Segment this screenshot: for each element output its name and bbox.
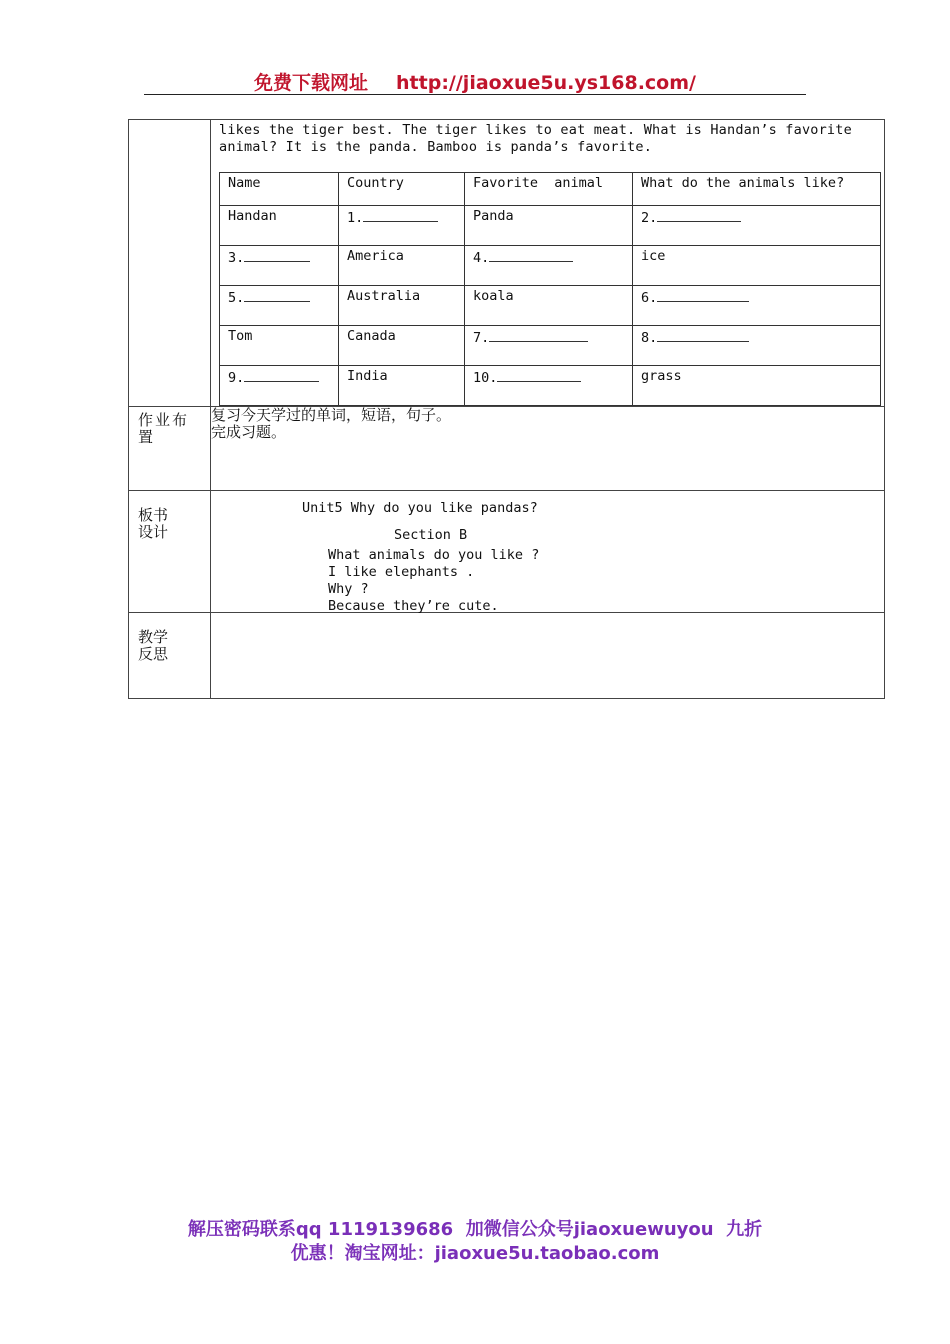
answer-blank[interactable]	[657, 328, 749, 342]
blank-number: 10.	[473, 370, 498, 386]
reading-content-cell	[211, 120, 885, 407]
footer-contact	[0, 1218, 950, 1266]
answer-blank[interactable]	[244, 368, 319, 382]
cell-name[interactable]	[220, 366, 339, 406]
homework-label-text: 作业布置	[138, 411, 190, 446]
cell-name[interactable]	[220, 246, 339, 286]
answer-blank[interactable]	[489, 248, 573, 262]
board-line-4: Because they’re cute.	[328, 598, 499, 614]
blank-number: 3.	[228, 250, 245, 266]
board-line-2: I like elephants .	[328, 564, 475, 580]
cell-favorite: koala	[465, 286, 633, 326]
cell-country[interactable]	[339, 206, 465, 246]
table-row	[220, 366, 881, 406]
cell-country: India	[339, 366, 465, 406]
board-line-1: What animals do you like ?	[328, 547, 540, 563]
table-row	[220, 326, 881, 366]
reading-row	[129, 120, 885, 407]
cell-like[interactable]	[633, 326, 881, 366]
reading-line-2: animal? It is the panda. Bamboo is panda’s favorite.	[219, 139, 653, 155]
cell-country: Australia	[339, 286, 465, 326]
reflection-row	[129, 613, 885, 699]
answer-blank[interactable]	[244, 248, 310, 262]
header-country: Country	[339, 173, 465, 206]
board-section: Section B	[394, 527, 468, 543]
table-row	[220, 286, 881, 326]
header-url[interactable]: http://jiaoxue5u.ys168.com/	[396, 72, 696, 94]
blank-number: 7.	[473, 330, 490, 346]
table-header-row	[220, 173, 881, 206]
blank-number: 9.	[228, 370, 245, 386]
cell-name: Tom	[220, 326, 339, 366]
homework-label	[129, 407, 211, 491]
cell-name[interactable]	[220, 286, 339, 326]
header-animals-like: What do the animals like?	[633, 173, 881, 206]
cell-country: America	[339, 246, 465, 286]
reading-text	[211, 120, 884, 156]
reflection-label-top: 教学	[138, 628, 169, 646]
footer-line-2: 优惠！淘宝网址：jiaoxue5u.taobao.com	[290, 1243, 660, 1264]
blank-number: 5.	[228, 290, 245, 306]
answer-blank[interactable]	[244, 288, 310, 302]
board-title: Unit5 Why do you like pandas?	[302, 500, 538, 516]
cell-favorite: Panda	[465, 206, 633, 246]
cell-like[interactable]	[633, 206, 881, 246]
reading-line-1: likes the tiger best. The tiger likes to eat meat. What is Handan’s favorite	[219, 122, 852, 138]
homework-row	[129, 407, 885, 491]
reflection-label	[129, 613, 211, 699]
blank-number: 4.	[473, 250, 490, 266]
reflection-content[interactable]	[211, 613, 885, 699]
cell-like[interactable]	[633, 286, 881, 326]
cell-name: Handan	[220, 206, 339, 246]
board-line-3: Why ?	[328, 581, 369, 597]
board-label-top: 板书	[138, 506, 169, 524]
header-banner	[0, 68, 950, 95]
cell-like: ice	[633, 246, 881, 286]
blank-number: 1.	[347, 210, 364, 226]
answer-blank[interactable]	[657, 208, 741, 222]
header-favorite-animal: Favorite animal	[465, 173, 633, 206]
blank-number: 6.	[641, 290, 658, 306]
blank-number: 2.	[641, 210, 658, 226]
table-row	[220, 206, 881, 246]
blank-number: 8.	[641, 330, 658, 346]
animal-info-table	[219, 172, 881, 406]
cell-country: Canada	[339, 326, 465, 366]
answer-blank[interactable]	[657, 288, 749, 302]
board-row	[129, 491, 885, 613]
board-content	[211, 491, 885, 613]
homework-line-1: 复习今天学过的单词，短语，句子。	[211, 406, 452, 424]
board-label	[129, 491, 211, 613]
reading-label-cell	[129, 120, 211, 407]
answer-blank[interactable]	[363, 208, 438, 222]
lesson-table	[128, 119, 885, 699]
board-label-bottom: 设计	[138, 523, 169, 541]
table-row	[220, 246, 881, 286]
header-label: 免费下载网址	[254, 72, 369, 94]
header-name: Name	[220, 173, 339, 206]
homework-content	[211, 407, 885, 491]
footer-line-1: 解压密码联系qq 1119139686 加微信公众号jiaoxuewuyou 九折	[187, 1219, 763, 1240]
homework-line-2: 完成习题。	[211, 423, 287, 441]
answer-blank[interactable]	[497, 368, 581, 382]
cell-favorite[interactable]	[465, 366, 633, 406]
reflection-label-bottom: 反思	[138, 645, 169, 663]
cell-favorite[interactable]	[465, 326, 633, 366]
cell-like: grass	[633, 366, 881, 406]
cell-favorite[interactable]	[465, 246, 633, 286]
answer-blank[interactable]	[489, 328, 588, 342]
header-divider	[144, 94, 806, 95]
